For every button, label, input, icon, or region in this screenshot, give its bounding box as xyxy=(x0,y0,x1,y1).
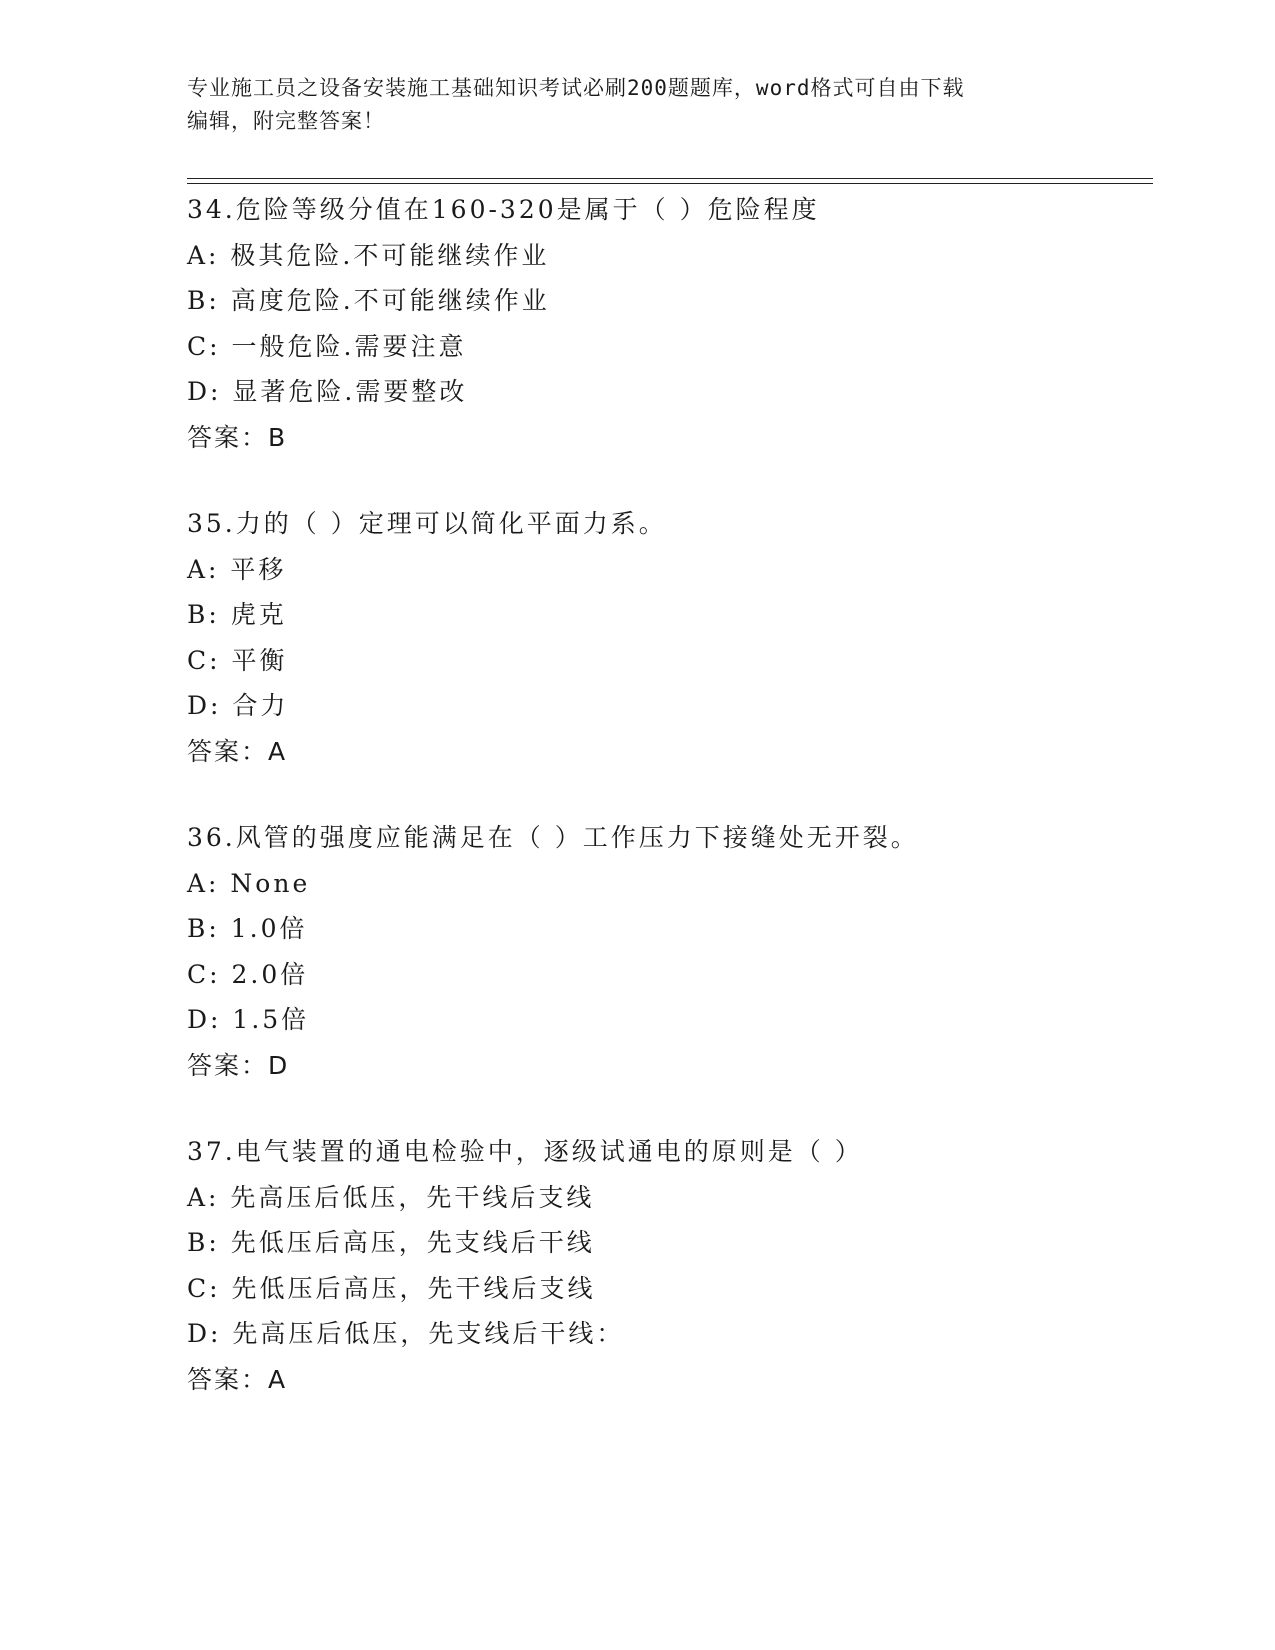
option-d: D: 合力 xyxy=(187,691,289,720)
header-line-2: 编辑，附完整答案！ xyxy=(187,109,385,133)
header-line-1: 专业施工员之设备安装施工基础知识考试必刷200题题库，word格式可自由下载 xyxy=(187,76,965,100)
option-b: B: 1.0倍 xyxy=(187,914,308,943)
header-divider-bottom xyxy=(187,183,1153,184)
question-stem: 37.电气装置的通电检验中，逐级试通电的原则是（ ） xyxy=(187,1137,863,1166)
question-stem: 35.力的（ ）定理可以简化平面力系。 xyxy=(187,509,667,538)
option-a: A: 先高压后低压，先干线后支线 xyxy=(187,1182,595,1212)
answer-label: 答案：B xyxy=(187,422,288,452)
option-d: D: 显著危险.需要整改 xyxy=(187,377,468,406)
option-c: C: 先低压后高压，先干线后支线 xyxy=(187,1273,596,1303)
option-c: C: 平衡 xyxy=(187,645,288,675)
answer-label: 答案：A xyxy=(187,736,288,766)
header-divider-top xyxy=(187,178,1153,179)
option-b: B: 先低压后高压，先支线后干线 xyxy=(187,1228,595,1257)
option-b: B: 高度危险.不可能继续作业 xyxy=(187,286,550,315)
question-36 xyxy=(187,815,1153,1088)
option-b: B: 虎克 xyxy=(187,600,287,629)
answer-label: 答案：D xyxy=(187,1050,290,1080)
question-stem: 34.危险等级分值在160-320是属于（ ）危险程度 xyxy=(187,195,820,224)
option-a: A: 极其危险.不可能继续作业 xyxy=(187,240,550,270)
option-c: C: 2.0倍 xyxy=(187,959,309,989)
option-a: A: 平移 xyxy=(187,554,287,584)
option-c: C: 一般危险.需要注意 xyxy=(187,331,467,361)
question-stem: 36.风管的强度应能满足在（ ）工作压力下接缝处无开裂。 xyxy=(187,823,919,852)
option-a: A: None xyxy=(187,868,311,898)
question-34 xyxy=(187,187,1153,460)
option-d: D: 先高压后低压，先支线后干线： xyxy=(187,1319,625,1348)
question-35 xyxy=(187,501,1153,774)
option-d: D: 1.5倍 xyxy=(187,1005,310,1034)
document-header xyxy=(187,72,1067,138)
answer-label: 答案：A xyxy=(187,1364,288,1394)
question-37 xyxy=(187,1129,1153,1402)
